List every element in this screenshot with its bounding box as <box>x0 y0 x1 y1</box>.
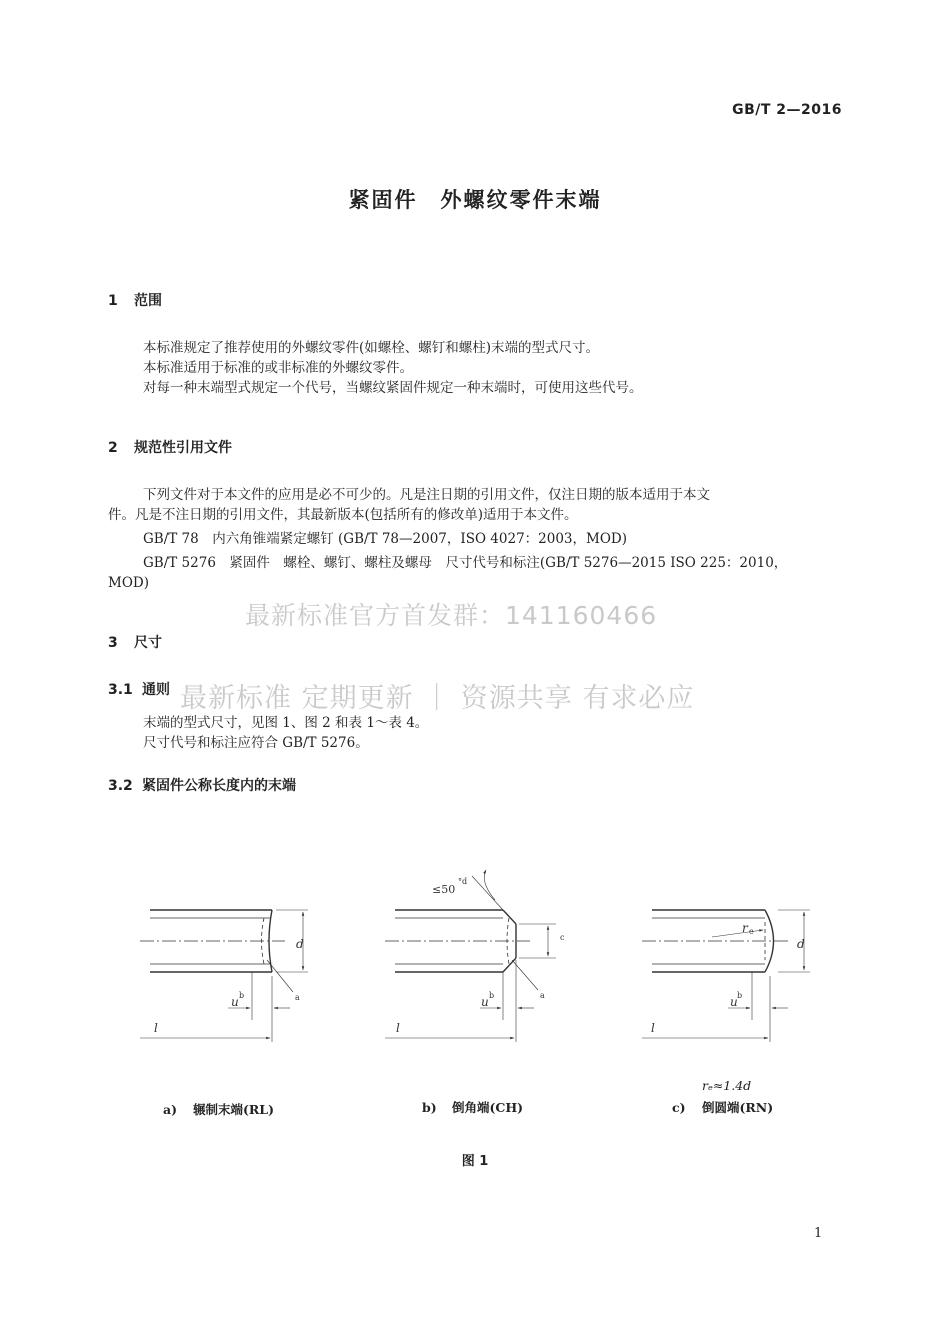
label-angle: ≤50 <box>432 883 456 896</box>
reference-gbt5276: GB/T 5276 紧固件 螺栓、螺钉、螺柱及螺母 尺寸代号和标注(GB/T 5276—2015 ISO 225：2010， <box>143 555 788 571</box>
section-title: 尺寸 <box>134 635 162 651</box>
page-number: 1 <box>814 1226 823 1241</box>
section-number: 2 <box>108 440 118 456</box>
section-number: 3.1 <box>108 682 133 698</box>
subfigure-title: 辗制末端(RL) <box>193 1102 275 1117</box>
section-3-heading <box>108 632 162 652</box>
page-title: 紧固件 外螺纹零件末端 <box>348 188 602 212</box>
reference-gbt78: GB/T 78 内六角锥端紧定螺钉 (GB/T 78—2007，ISO 4027：2003，MOD) <box>143 531 628 547</box>
re-formula: rₑ≈1.4d <box>702 1078 752 1093</box>
paragraph: 本标准适用于标准的或非标准的外螺纹零件。 <box>143 360 413 376</box>
label-re: r <box>742 921 748 935</box>
figure-caption: 图 1 <box>461 1154 489 1169</box>
section-number: 3.2 <box>108 778 133 794</box>
section-2-heading <box>108 437 232 457</box>
section-2-body <box>108 485 848 593</box>
label-l: l <box>154 1021 158 1035</box>
section-title: 通则 <box>142 682 170 698</box>
paragraph: 对每一种末端型式规定一个代号，当螺纹紧固件规定一种末端时，可使用这些代号。 <box>143 380 643 396</box>
reference-gbt5276-cont: MOD) <box>108 575 149 591</box>
subfigure-letter: c) <box>672 1100 686 1115</box>
label-l: l <box>396 1021 400 1035</box>
label-c: c <box>560 933 565 942</box>
subfigure-c-drawing <box>642 910 810 1042</box>
subfigure-letter: b) <box>422 1100 437 1115</box>
watermark-text: 最新标准 定期更新 ｜ 资源共享 有求必应 <box>180 683 695 714</box>
label-d: d <box>797 937 805 951</box>
subfigure-b-drawing <box>385 870 556 1042</box>
watermark-text: 最新标准官方首发群：141160466 <box>245 601 658 630</box>
section-3-1-body <box>143 713 428 753</box>
label-d: d <box>296 937 304 951</box>
subfigure-b-caption <box>422 1098 523 1116</box>
label-a: a <box>540 991 545 1000</box>
subfigure-c-caption <box>672 1098 773 1116</box>
subfigure-title: 倒圆端(RN) <box>702 1100 774 1115</box>
section-3-2-heading <box>108 775 296 795</box>
section-title: 规范性引用文件 <box>134 440 232 456</box>
standard-code: GB/T 2—2016 <box>732 102 842 118</box>
section-number: 1 <box>108 293 118 309</box>
section-3-1-heading <box>108 679 170 699</box>
label-u-sup: b <box>489 991 495 1000</box>
subfigure-letter: a) <box>163 1102 178 1117</box>
paragraph-cont: 件。凡是不注日期的引用文件，其最新版本(包括所有的修改单)适用于本文件。 <box>108 507 578 523</box>
figure-1-drawing <box>0 860 950 1060</box>
section-title: 紧固件公称长度内的末端 <box>142 778 296 794</box>
subfigure-title: 倒角端(CH) <box>452 1100 524 1115</box>
section-number: 3 <box>108 635 118 651</box>
subfigure-a-caption <box>163 1100 274 1118</box>
label-angle-sup: °d <box>458 877 468 886</box>
subfigure-a-drawing <box>140 910 308 1042</box>
label-a: a <box>295 993 300 1002</box>
label-u: u <box>730 995 738 1009</box>
section-1-body <box>143 338 643 398</box>
section-1-heading <box>108 290 162 310</box>
label-u-sup: b <box>239 991 245 1000</box>
label-u-sup: b <box>737 991 743 1000</box>
paragraph: 末端的型式尺寸，见图 1、图 2 和表 1～表 4。 <box>143 715 429 731</box>
paragraph: 尺寸代号和标注应符合 GB/T 5276。 <box>143 735 369 751</box>
label-u: u <box>231 995 239 1009</box>
paragraph: 本标准规定了推荐使用的外螺纹零件(如螺栓、螺钉和螺柱)末端的型式尺寸。 <box>143 340 600 356</box>
paragraph: 下列文件对于本文件的应用是必不可少的。凡是注日期的引用文件，仅注日期的版本适用于本文 <box>143 487 710 503</box>
label-re-sub: e <box>749 927 754 936</box>
section-title: 范围 <box>134 293 162 309</box>
label-l: l <box>651 1021 655 1035</box>
label-u: u <box>481 995 489 1009</box>
